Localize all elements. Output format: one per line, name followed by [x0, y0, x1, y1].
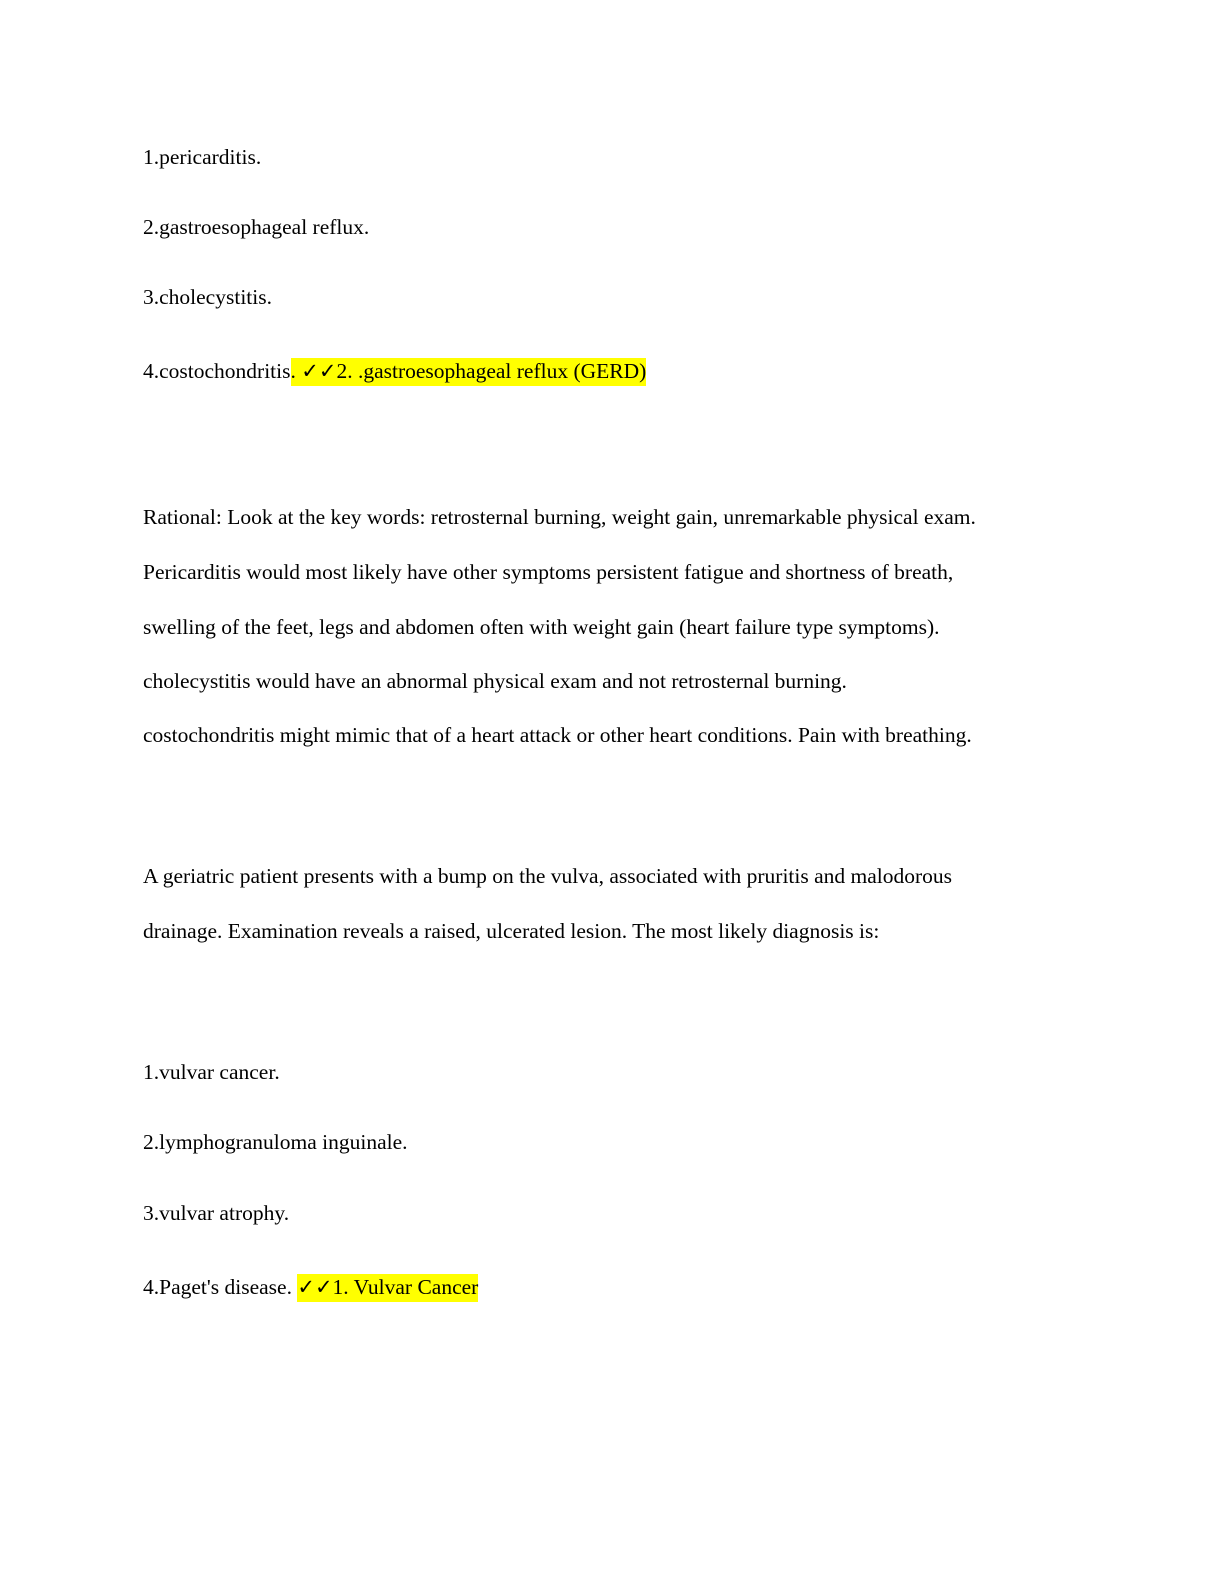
rationale-line-3: swelling of the feet, legs and abdomen often with weight gain (heart failure type symptoms). [143, 615, 940, 639]
q2-stem-line-1: A geriatric patient presents with a bump on the vulva, associated with pruritis and malodorous [143, 864, 953, 888]
q2-option-4: 4.Paget's disease. [143, 1275, 298, 1299]
q1-answer-text: 2. .gastroesophageal reflux (GERD) [336, 359, 647, 383]
q1-option-1: 1.pericarditis. [143, 145, 262, 169]
q2-option-1: 1.vulvar cancer. [143, 1060, 280, 1084]
rationale-line-1: Rational: Look at the key words: retrosternal burning, weight gain, unremarkable physical exam. [143, 505, 976, 529]
q1-answer-prefix: . [290, 359, 296, 383]
check-mark-icon: ✓✓ [297, 1275, 333, 1299]
q2-option-4-line [143, 1273, 478, 1301]
q2-answer-highlight [297, 1274, 478, 1302]
q1-option-4: 4.costochondritis [143, 359, 291, 383]
q1-option-3: 3.cholecystitis. [143, 285, 272, 309]
rationale-line-4: cholecystitis would have an abnormal physical exam and not retrosternal burning. [143, 669, 847, 693]
q1-answer-highlight [291, 358, 647, 386]
q1-option-2: 2.gastroesophageal reflux. [143, 215, 370, 239]
q2-answer-text: 1. Vulvar Cancer [332, 1275, 479, 1299]
q1-option-4-line [143, 357, 646, 385]
q2-option-2: 2.lymphogranuloma inguinale. [143, 1130, 408, 1154]
check-mark-icon: ✓✓ [301, 359, 337, 383]
q2-stem-line-2: drainage. Examination reveals a raised, ulcerated lesion. The most likely diagnosis is: [143, 919, 880, 943]
rationale-line-2: Pericarditis would most likely have other symptoms persistent fatigue and shortness of breath, [143, 560, 954, 584]
rationale-line-5: costochondritis might mimic that of a heart attack or other heart conditions. Pain with breathing. [143, 723, 972, 747]
q2-option-3: 3.vulvar atrophy. [143, 1201, 290, 1225]
